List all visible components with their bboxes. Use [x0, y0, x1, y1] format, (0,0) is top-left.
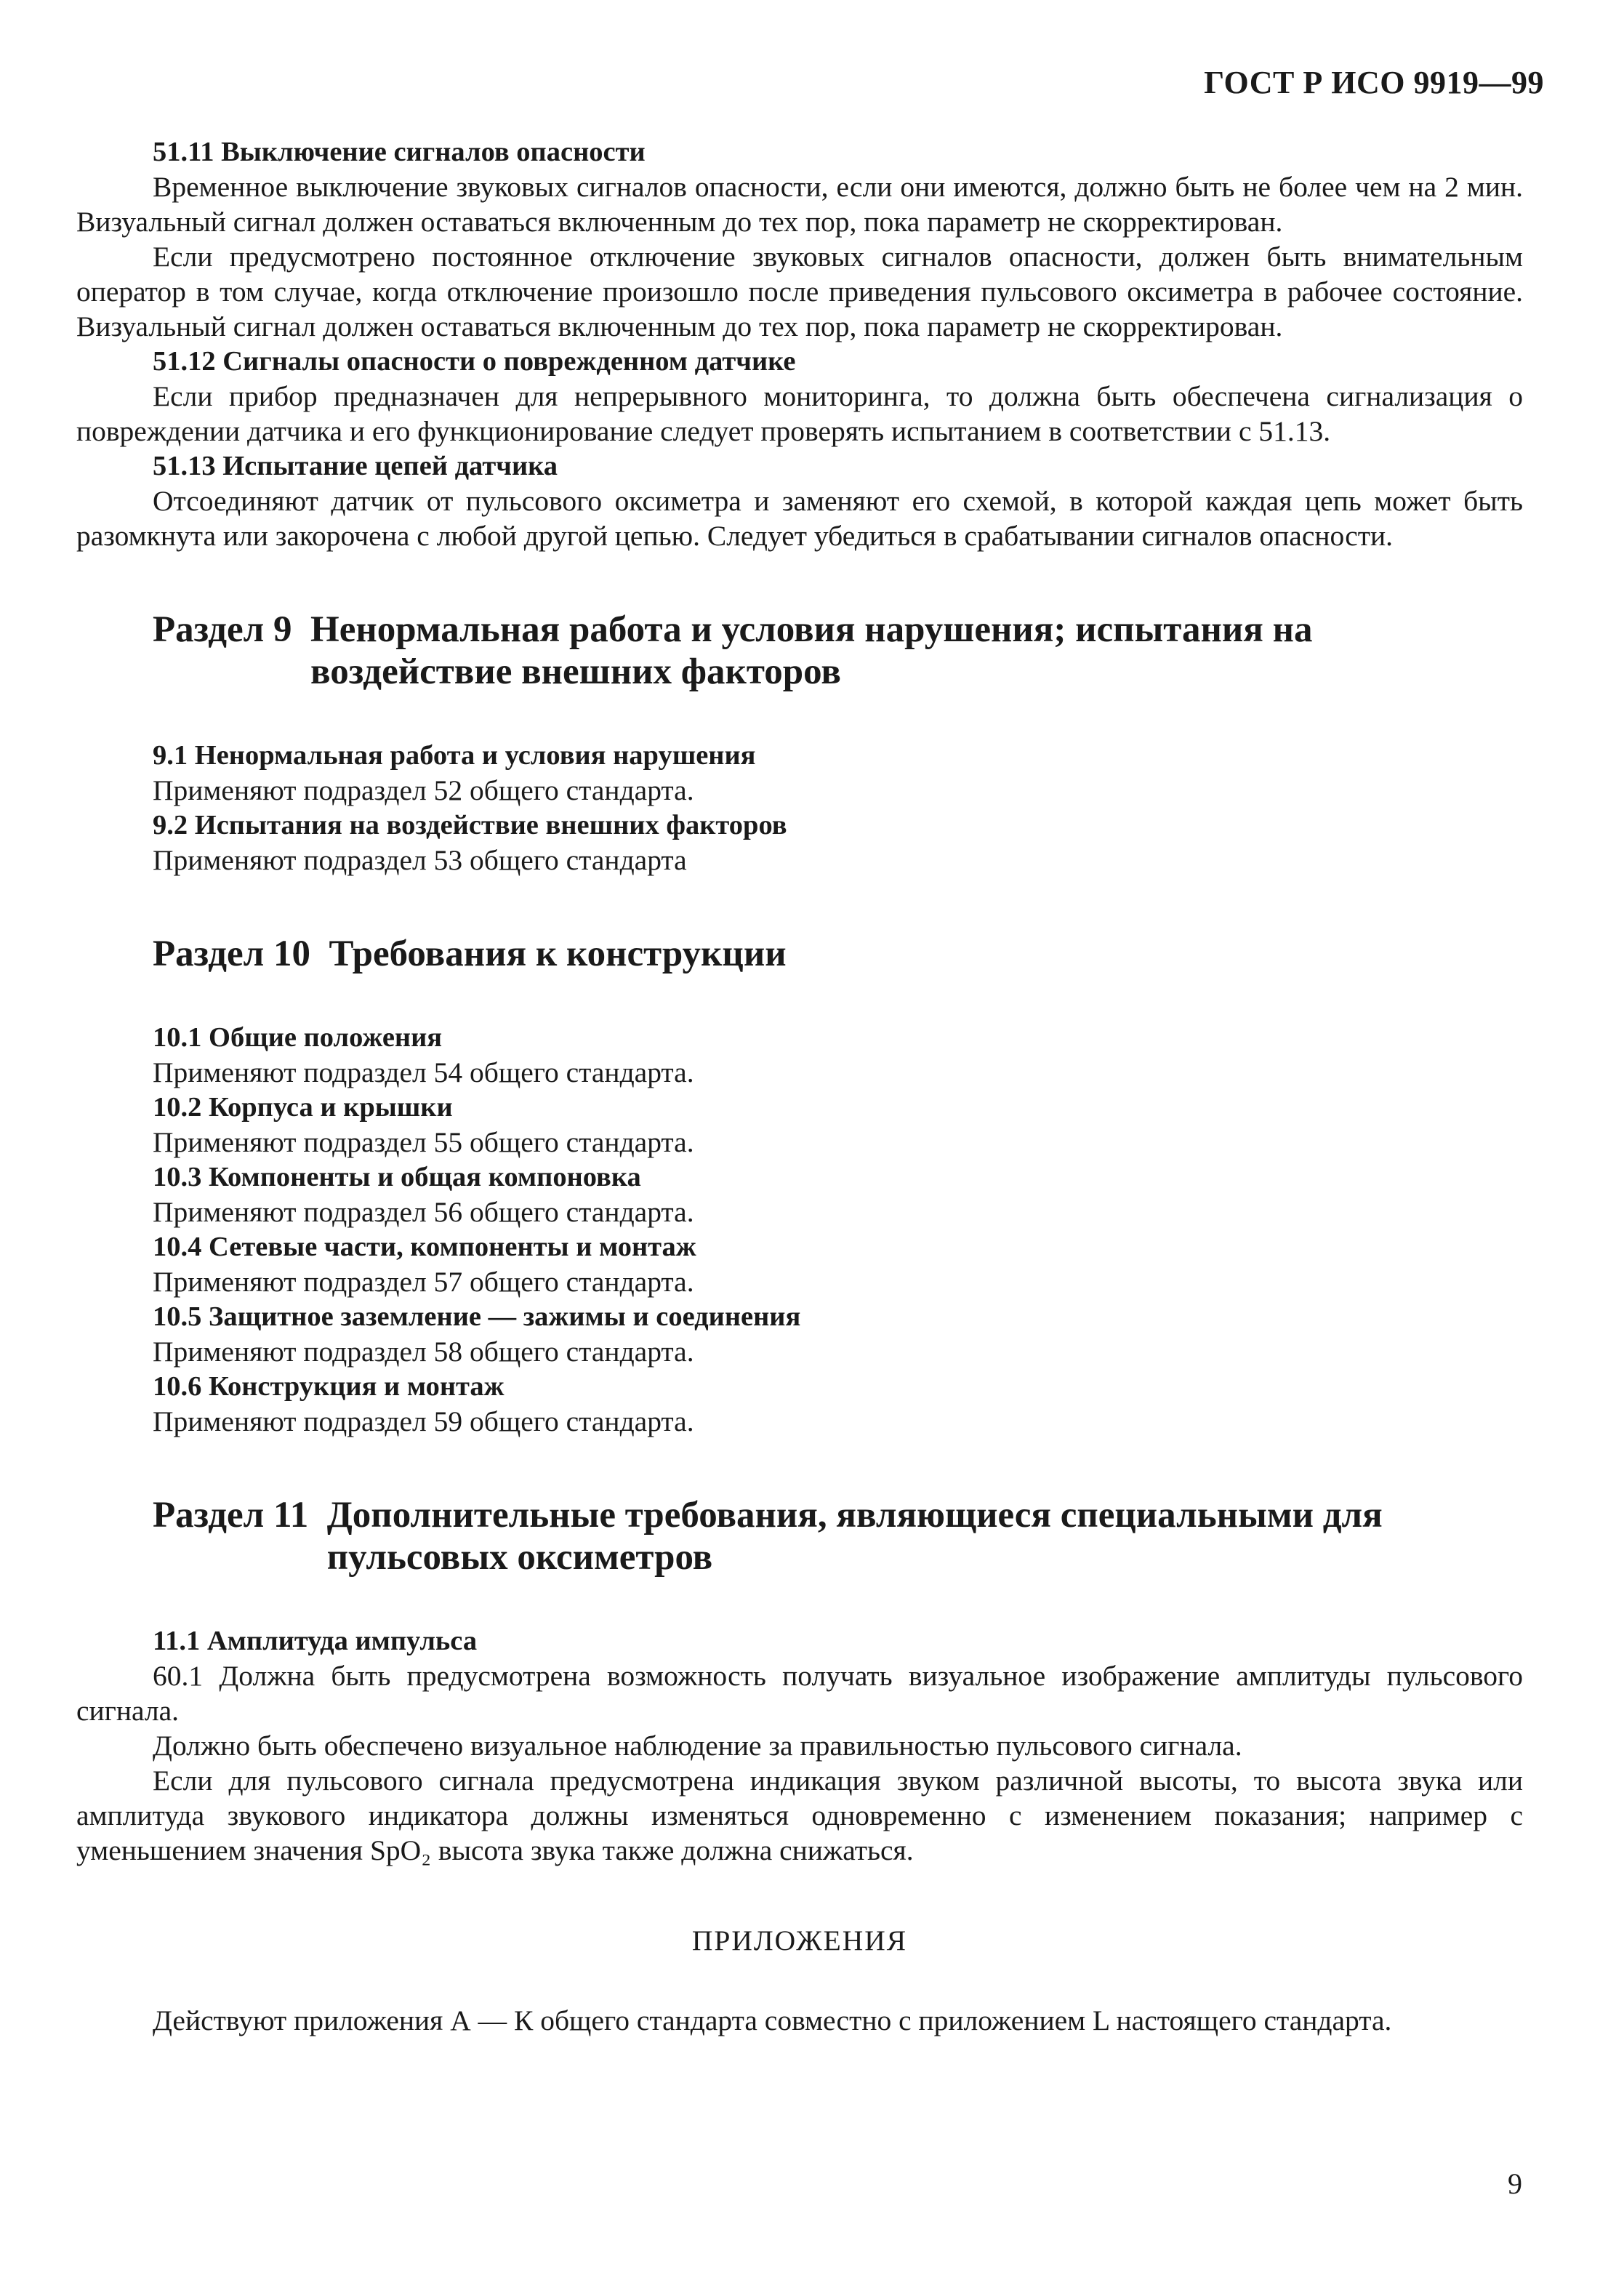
- subsection-heading: 9.1 Ненормальная работа и условия нарушения: [153, 740, 756, 771]
- spacer: [76, 1868, 1523, 1923]
- page-number: 9: [1508, 2167, 1522, 2200]
- section-title: Дополнительные требования, являющиеся специальными для пульсовых оксиметров: [326, 1495, 1383, 1578]
- paragraph: Применяют подраздел 56 общего стандарта.: [153, 1196, 694, 1228]
- spacer: [76, 1578, 1523, 1623]
- section-heading: [76, 1494, 1523, 1578]
- subsection-heading: 10.4 Сетевые части, компоненты и монтаж: [153, 1232, 696, 1262]
- subsection-heading: 51.12 Сигналы опасности о поврежденном датчике: [153, 346, 796, 377]
- section-title: Требования к конструкции: [329, 934, 787, 974]
- spacer: [76, 553, 1523, 609]
- section-heading: [76, 933, 1523, 975]
- appendices-note: Действуют приложения А — К общего стандарта совместно с приложением L настоящего стандарта.: [153, 2004, 1392, 2036]
- subsection-heading: 10.1 Общие положения: [153, 1022, 443, 1053]
- subsection-heading: 9.2 Испытания на воздействие внешних факторов: [153, 810, 787, 840]
- section-number: Раздел 9: [153, 609, 311, 650]
- document-body: [76, 135, 1523, 2038]
- spacer: [76, 975, 1523, 1020]
- document-number: ГОСТ Р ИСО 9919—99: [1204, 65, 1544, 100]
- paragraph: Применяют подраздел 55 общего стандарта.: [153, 1126, 694, 1158]
- spacer: [76, 1439, 1523, 1494]
- paragraph: Если прибор предназначен для непрерывного мониторинга, то должна быть обеспечена сигнализация о повреждении датчика и его функционирование следует проверять испытанием в соответствии с 51.13.: [76, 380, 1523, 447]
- spacer: [76, 693, 1523, 738]
- paragraph: Временное выключение звуковых сигналов опасности, если они имеются, должно быть не более чем на 2 мин. Визуальный сигнал должен оставаться включенным до тех пор, пока параметр не скорректирован.: [76, 171, 1523, 238]
- paragraph: Применяют подраздел 58 общего стандарта.: [153, 1336, 694, 1368]
- subsection-heading: 10.3 Компоненты и общая компоновка: [153, 1162, 641, 1192]
- section-number: Раздел 10: [153, 934, 329, 974]
- subsection-heading: 10.5 Защитное заземление — зажимы и соединения: [153, 1301, 801, 1332]
- paragraph: Должно быть обеспечено визуальное наблюдение за правильностью пульсового сигнала.: [153, 1730, 1242, 1762]
- paragraph: Применяют подраздел 57 общего стандарта.: [153, 1266, 694, 1298]
- section-number: Раздел 11: [153, 1495, 327, 1536]
- paragraph: 60.1 Должна быть предусмотрена возможность получать визуальное изображение амплитуды пульсового сигнала.: [76, 1660, 1523, 1727]
- subsection-heading: 10.2 Корпуса и крышки: [153, 1092, 453, 1123]
- paragraph: Если предусмотрено постоянное отключение звуковых сигналов опасности, должен быть внимательным оператор в том случае, когда отключение произошло после приведения пульсового оксиметра в рабочее состояние. Визуальный сигнал должен оставаться включенным до тех пор, пока параметр не скорректирован.: [76, 241, 1523, 342]
- paragraph: Отсоединяют датчик от пульсового оксиметра и заменяют его схемой, в которой каждая цепь может быть разомкнута или закорочена с любой другой цепью. Следует убедиться в срабатывании сигналов опасности.: [76, 485, 1523, 552]
- subsection-heading: 51.11 Выключение сигналов опасности: [153, 137, 646, 167]
- subsection-heading: 11.1 Амплитуда импульса: [153, 1626, 478, 1656]
- subsection-heading: 10.6 Конструкция и монтаж: [153, 1371, 505, 1402]
- section-heading: [76, 609, 1523, 693]
- paragraph: Применяют подраздел 52 общего стандарта.: [153, 774, 694, 806]
- subsection-heading: 51.13 Испытание цепей датчика: [153, 451, 558, 481]
- section-title: Ненормальная работа и условия нарушения; испытания на воздействие внешних факторов: [310, 609, 1313, 692]
- paragraph: Применяют подраздел 54 общего стандарта.: [153, 1056, 694, 1088]
- spacer: [76, 878, 1523, 933]
- paragraph: Применяют подраздел 59 общего стандарта.: [153, 1405, 694, 1437]
- paragraph: Если для пульсового сигнала предусмотрена индикация звуком различной высоты, то высота звука или амплитуда звукового индикатора должны изменяться одновременно с изменением показания; например с уменьшением значения SpO₂ высота звука также должна снижаться.: [76, 1765, 1523, 1866]
- spacer: [76, 1958, 1523, 2003]
- appendices-heading: ПРИЛОЖЕНИЯ: [691, 1924, 908, 1956]
- paragraph: Применяют подраздел 53 общего стандарта: [153, 844, 687, 876]
